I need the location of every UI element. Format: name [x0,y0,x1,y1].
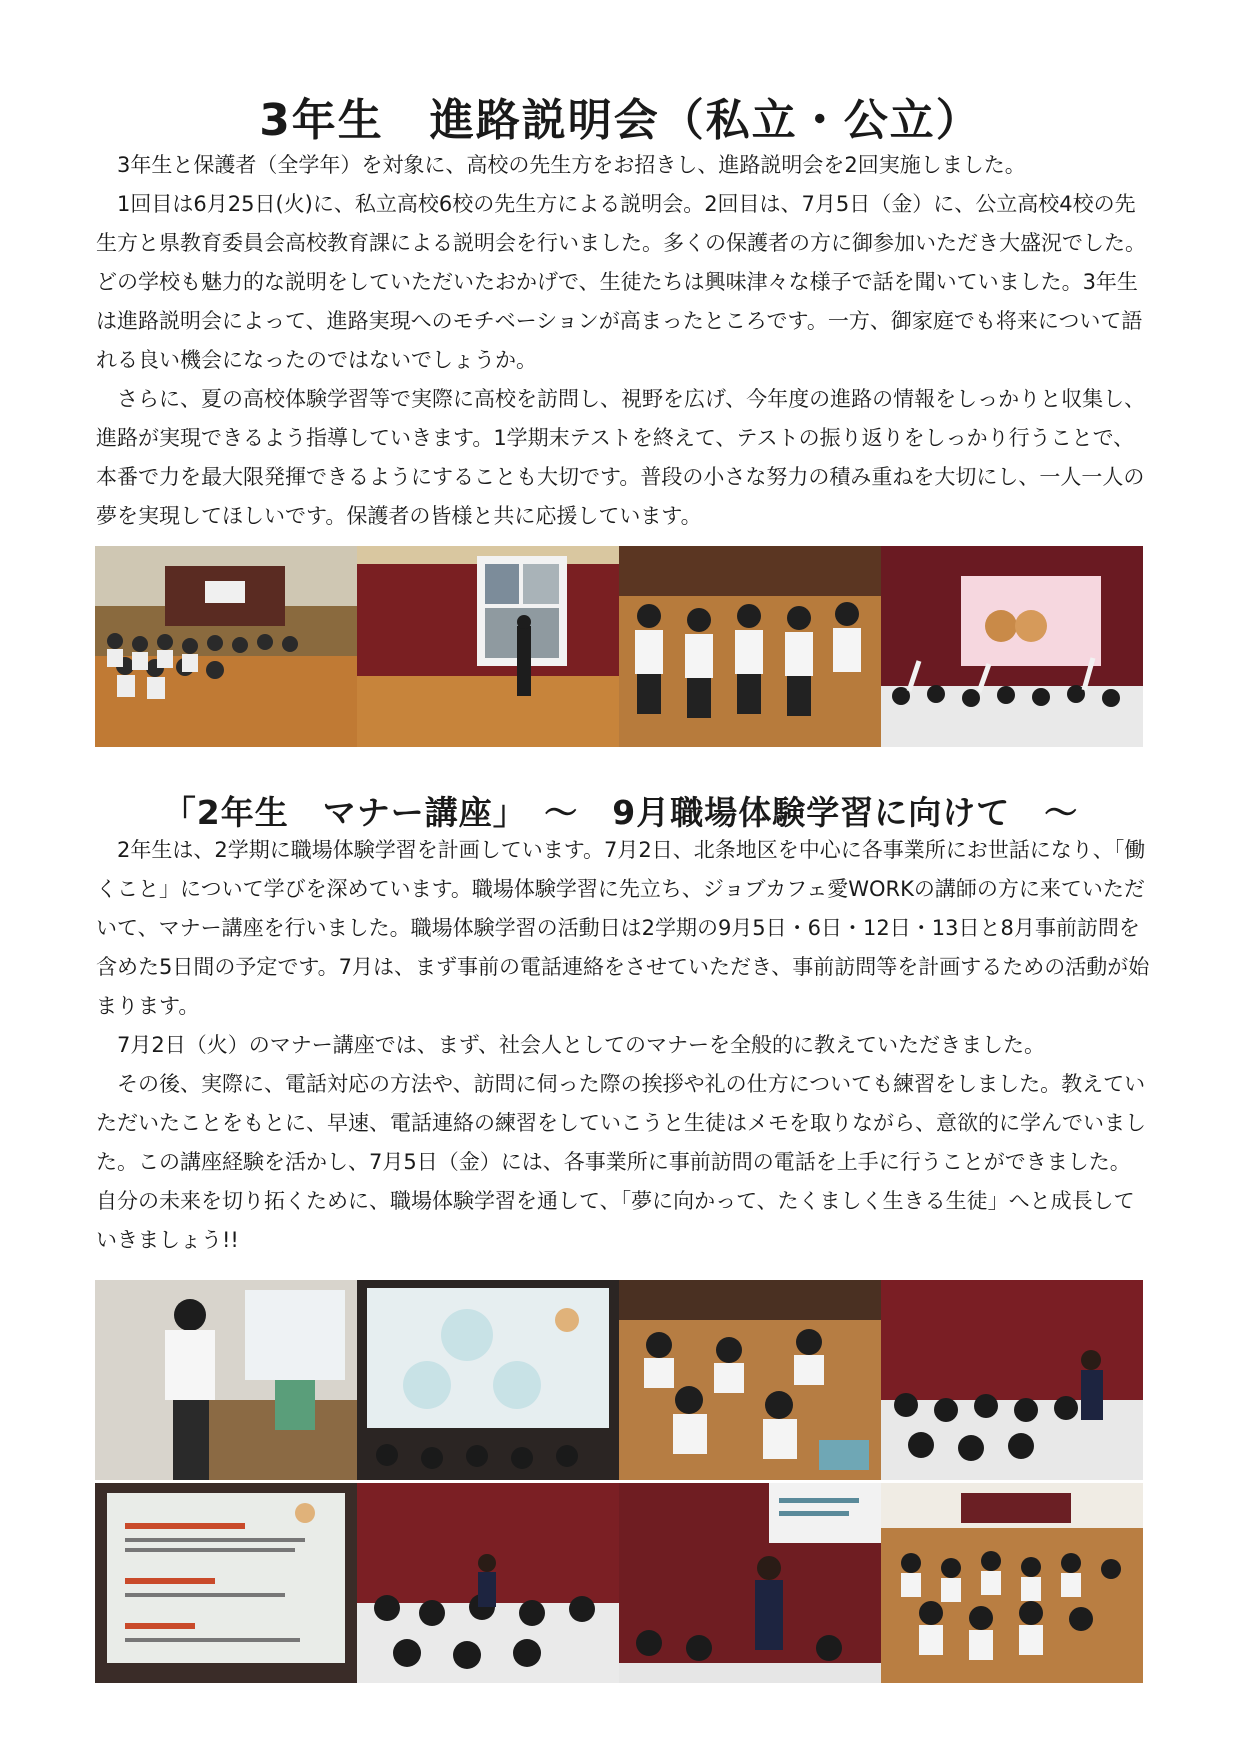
photo-row-manners-2 [95,1483,1143,1683]
paragraph: 3年生と保護者（全学年）を対象に、高校の先生方をお招きし、進路説明会を2回実施しました。 [117,153,1026,177]
paragraph: その後、実際に、電話対応の方法や、訪問に伺った際の挨拶や礼の仕方についても練習をしました。教えていただいたことをもとに、早速、電話連絡の練習をしていこうと生徒はメモを取りながら、意欲的に学んでいました。この講座経験を活かし、7月5日（金）には、各事業所に事前訪問の電話を上手に行うことができました。自分の未来を切り拓くために、職場体験学習を通して、「夢に向かって、たくましく生きる生徒」へと成長していきましょう!! [96,1072,1146,1252]
photo-students-taking-notes [619,1280,881,1480]
photo-slide-important-points [95,1483,357,1683]
section1-body [96,146,1150,536]
photo-speaker-stage [357,546,619,747]
photo-student-phone-practice [95,1280,357,1480]
photo-row-manners-1 [95,1280,1143,1480]
photo-gym-audience [95,546,357,747]
section2-body [96,831,1150,1260]
section2-title: 「2年生 マナー講座」 ～ 9月職場体験学習に向けて ～ [162,793,1079,832]
photo-instructor-and-class [881,1280,1143,1480]
photo-students-raising-hands [881,546,1143,747]
paragraph: 1回目は6月25日(火)に、私立高校6校の先生方による説明会。2回目は、7月5日（金）に、公立高校4校の先生方と県教育委員会高校教育課による説明会を行いました。多くの保護者の方に御参加いただき大盛況でした。どの学校も魅力的な説明をしていただいたおかげで、生徒たちは興味津々な様子で話を聞いていました。3年生は進路説明会によって、進路実現へのモチベーションが高まったところです。一方、御家庭でも将来について語れる良い機会になったのではないでしょうか。 [96,192,1146,372]
photo-row-briefing [95,546,1143,747]
photo-instructor-speaking [619,1483,881,1683]
photo-lecture-slide [357,1280,619,1480]
section1-title: 3年生 進路説明会（私立・公立） [259,95,982,146]
paragraph: 7月2日（火）のマナー講座では、まず、社会人としてのマナーを全般的に教えていただきました。 [117,1033,1046,1057]
photo-gym-group-work [881,1483,1143,1683]
photo-students-seated [619,546,881,747]
paragraph: さらに、夏の高校体験学習等で実際に高校を訪問し、視野を広げ、今年度の進路の情報をしっかりと収集し、進路が実現できるよう指導していきます。1学期末テストを終えて、テストの振り返りをしっかり行うことで、本番で力を最大限発揮できるようにすることも大切です。普段の小さな努力の積み重ねを大切にし、一人一人の夢を実現してほしいです。保護者の皆様と共に応援しています。 [96,387,1146,528]
photo-class-listening [357,1483,619,1683]
paragraph: 2年生は、2学期に職場体験学習を計画しています。7月2日、北条地区を中心に各事業所にお世話になり、「働くこと」について学びを深めています。職場体験学習に先立ち、ジョブカフェ愛WORKの講師の方に来ていただいて、マナー講座を行いました。職場体験学習の活動日は2学期の9月5日・6日・12日・13日と8月事前訪問を含めた5日間の予定です。7月は、まず事前の電話連絡をさせていただき、事前訪問等を計画するための活動が始まります。 [96,838,1150,1018]
